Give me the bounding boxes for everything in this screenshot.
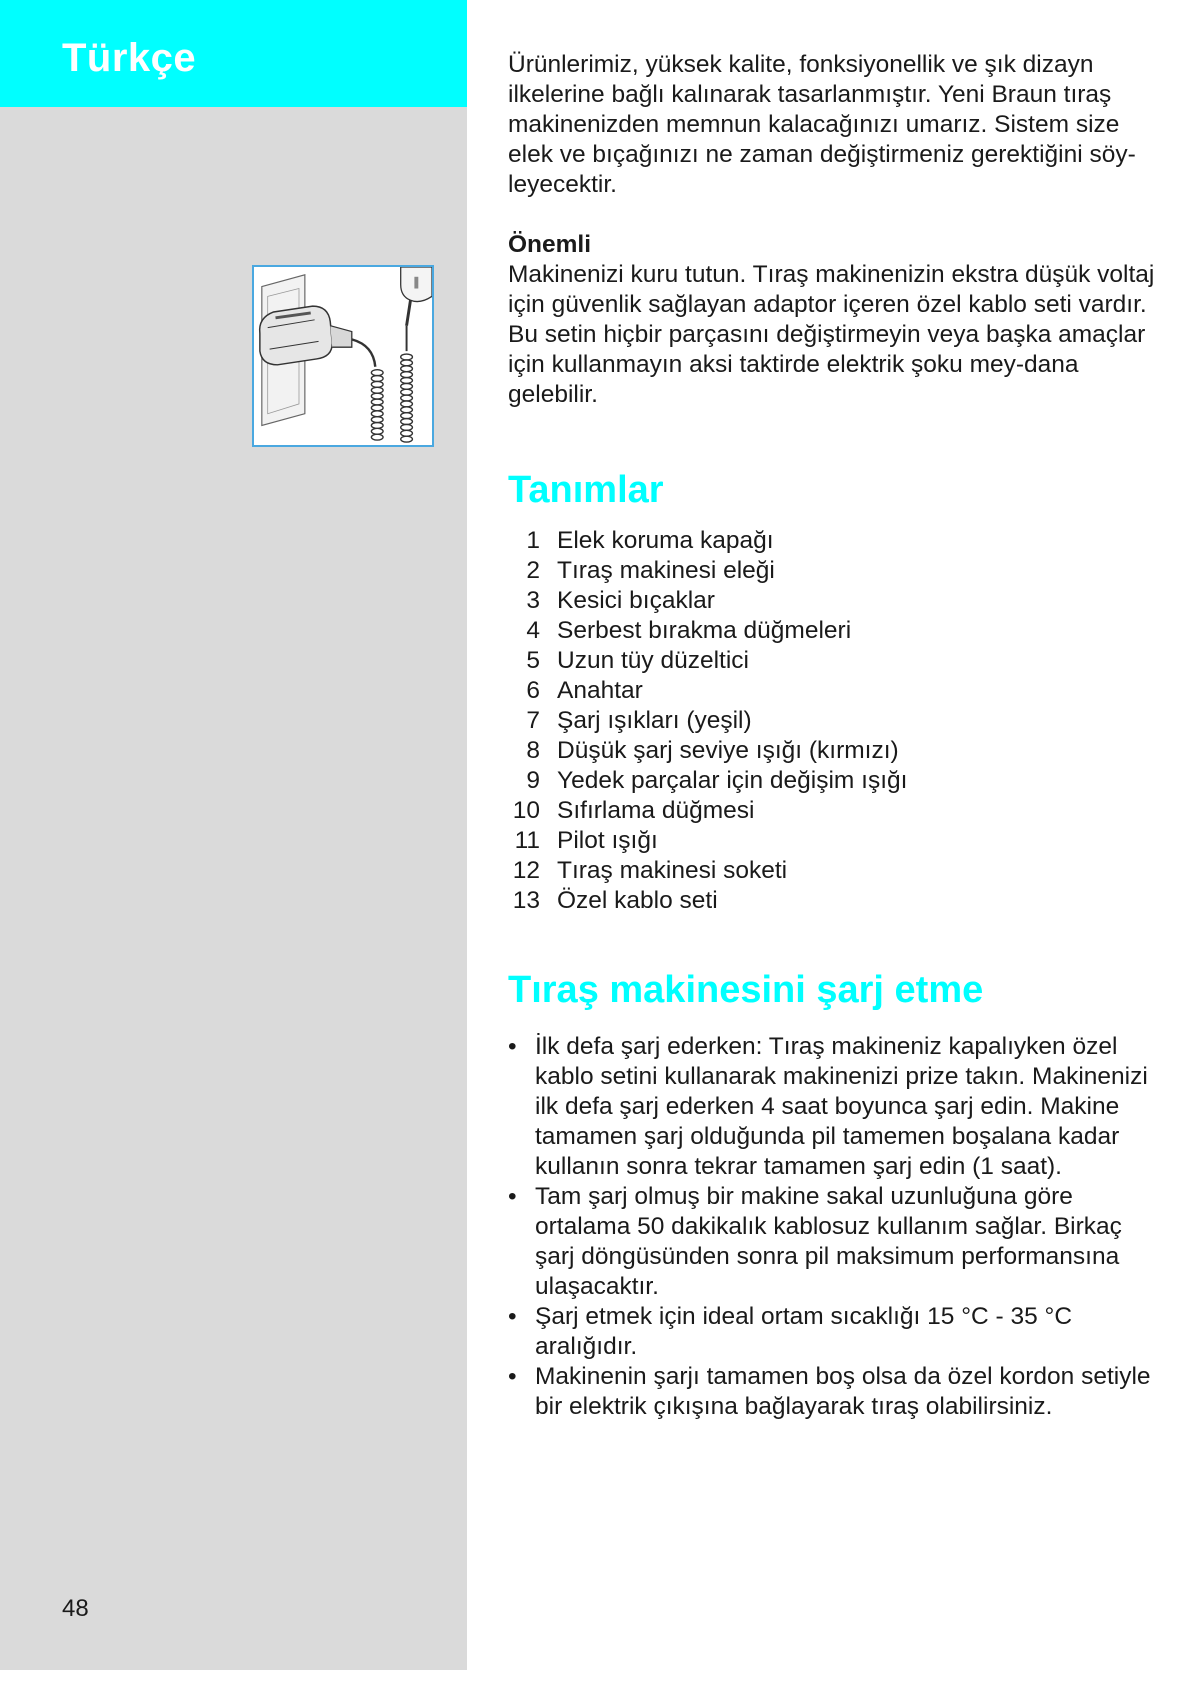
definition-item: [508, 856, 1168, 886]
definition-number: 9: [526, 767, 540, 794]
charging-title: Tıraş makinesini şarj etme: [508, 969, 984, 1011]
bullet-item: [508, 1362, 1168, 1422]
bullet-text: İlk defa şarj ederken: Tıraş makineniz kapalıyken özel kablo setini kullanarak makinenizi prize takın. Makinenizi ilk defa şarj ederken 4 saat boyunca şarj edin. Makine tamamen şarj olduğunda pil tamemen boşalana kadar kullanın sonra tekrar tamamen şarj edin (1 saat).: [535, 1033, 1148, 1180]
bullet-item: [508, 1032, 1168, 1182]
definition-label: Anahtar: [557, 677, 643, 704]
definition-number: 13: [512, 887, 540, 914]
definition-label: Serbest bırakma düğmeleri: [557, 617, 852, 644]
bullet-text: Makinenin şarjı tamamen boş olsa da özel kordon setiyle bir elektrik çıkışına bağlayarak tıraş olabilirsiniz.: [535, 1363, 1151, 1420]
definitions-title: Tanımlar: [508, 469, 664, 511]
language-title: Türkçe: [62, 36, 197, 80]
definition-item: [508, 736, 1168, 766]
plug-cord-drawing: [254, 267, 432, 445]
definition-number: 3: [526, 587, 540, 614]
definition-number: 1: [526, 527, 540, 554]
definition-item: [508, 886, 1168, 916]
definition-label: Sıfırlama düğmesi: [557, 797, 755, 824]
intro-paragraph: Ürünlerimiz, yüksek kalite, fonksiyonellik ve şık dizayn ilkelerine bağlı kalınarak tasarlanmıştır. Yeni Braun tıraş makinenizden memnun kalacağınızı umarız. Sistem size elek ve bıçağınızı ne zaman değiştirmeniz gerektiğini söy-leyecektir.: [508, 51, 1136, 198]
definition-item: [508, 526, 1168, 556]
definition-label: Pilot ışığı: [557, 827, 658, 854]
definition-number: 6: [526, 677, 540, 704]
definition-item: [508, 796, 1168, 826]
definition-label: Kesici bıçaklar: [557, 587, 715, 614]
definition-number: 2: [526, 557, 540, 584]
main-content: [508, 50, 1168, 1422]
plug-illustration: [252, 265, 434, 447]
definition-label: Uzun tüy düzeltici: [557, 647, 750, 674]
definition-item: [508, 826, 1168, 856]
definition-label: Elek koruma kapağı: [557, 527, 774, 554]
definition-item: [508, 646, 1168, 676]
bullet-icon: •: [508, 1303, 517, 1330]
page-number: 48: [62, 1595, 89, 1622]
definition-item: [508, 706, 1168, 736]
definition-item: [508, 556, 1168, 586]
definition-label: Tıraş makinesi eleği: [557, 557, 775, 584]
definition-number: 11: [514, 827, 540, 854]
definition-label: Düşük şarj seviye ışığı (kırmızı): [557, 737, 899, 764]
definitions-list: [508, 526, 1168, 916]
definition-label: Yedek parçalar için değişim ışığı: [557, 767, 908, 794]
definition-label: Şarj ışıkları (yeşil): [557, 707, 752, 734]
charging-bullets: [508, 1032, 1168, 1422]
bullet-item: [508, 1302, 1168, 1362]
bullet-item: [508, 1182, 1168, 1302]
bullet-icon: •: [508, 1033, 517, 1060]
definition-label: Tıraş makinesi soketi: [557, 857, 788, 884]
definition-number: 10: [512, 797, 540, 824]
sidebar: [0, 0, 467, 1670]
bullet-text: Şarj etmek için ideal ortam sıcaklığı 15 °C - 35 °C aralığıdır.: [535, 1303, 1073, 1360]
language-banner: [0, 0, 467, 107]
definition-number: 5: [526, 647, 540, 674]
bullet-text: Tam şarj olmuş bir makine sakal uzunluğuna göre ortalama 50 dakikalık kablosuz kullanım sağlar. Birkaç şarj döngüsünden sonra pil maksimum performansına ulaşacaktır.: [535, 1183, 1122, 1300]
definition-item: [508, 616, 1168, 646]
important-heading: Önemli: [508, 231, 592, 258]
definition-item: [508, 766, 1168, 796]
definition-number: 7: [526, 707, 540, 734]
definition-number: 8: [526, 737, 540, 764]
important-paragraph: Makinenizi kuru tutun. Tıraş makinenizin ekstra düşük voltaj için güvenlik sağlayan adaptor içeren özel kablo seti vardır. Bu setin hiçbir parçasını değiştirmeyin veya başka amaçlar için kullanmayın aksi taktirde elektrik şoku mey-dana gelebilir.: [508, 261, 1155, 408]
definition-item: [508, 586, 1168, 616]
definition-number: 4: [526, 617, 540, 644]
definition-item: [508, 676, 1168, 706]
definition-number: 12: [512, 857, 540, 884]
bullet-icon: •: [508, 1363, 517, 1390]
bullet-icon: •: [508, 1183, 517, 1210]
definition-label: Özel kablo seti: [557, 887, 718, 914]
